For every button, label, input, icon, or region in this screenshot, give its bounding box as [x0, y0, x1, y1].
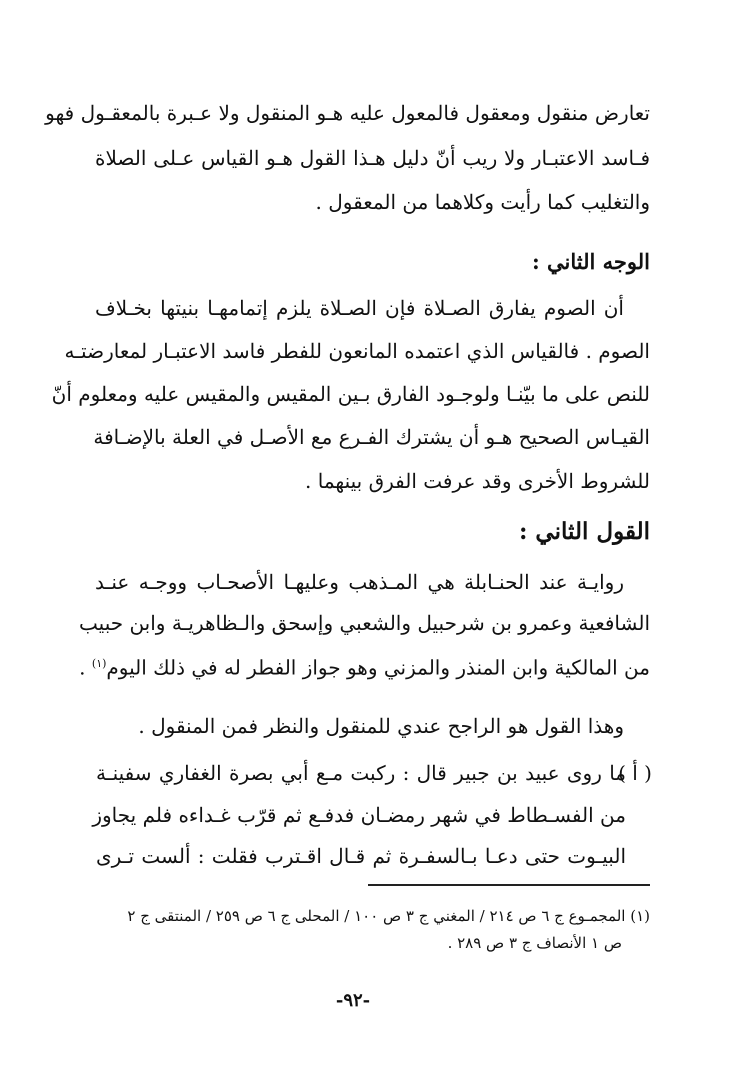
paragraph-3-line-1: روايـة عند الحنـابلة هي المـذهب وعليهـا الأصحـاب ووجـه عنـد [95, 570, 624, 594]
item-a-line-1: ما روى عبيد بن جبير قال : ركبت مـع أبي بصرة الغفاري سفينـة [96, 761, 626, 785]
footnote-line-2: ص ١ الأنصاف ج ٣ ص ٢٨٩ . [447, 934, 622, 952]
footnote-line-1: (١) المجمـوع ج ٦ ص ٢١٤ / المغني ج ٣ ص ١٠٠ / المحلى ج ٦ ص ٢٥٩ / المنتقى ج ٢ [127, 907, 650, 925]
paragraph-3-line-3 [79, 649, 650, 681]
paragraph-2-line-5: للشروط الأخرى وقد عرفت الفرق بينهما . [305, 469, 650, 493]
paragraph-1-line-1: تعارض منقول ومعقول فالمعول عليه هـو المنقول ولا عـبرة بالمعقـول فهو [45, 101, 650, 125]
heading-second-opinion: القول الثاني : [518, 518, 650, 545]
paragraph-2-line-4: القيـاس الصحيح هـو أن يشترك الفـرع مع الأصـل في العلة بالإضـافة [93, 425, 650, 449]
paragraph-3-line-3-text: من المالكية وابن المنذر والمزني وهو جواز الفطر له في ذلك اليوم [106, 655, 650, 680]
heading-second-aspect: الوجه الثاني : [531, 249, 650, 274]
footnote-separator [368, 884, 650, 886]
item-a-marker: ( أ ) [618, 761, 652, 785]
paragraph-3-line-2: الشافعية وعمرو بن شرحبيل والشعبي وإسحق والـظاهريـة وابن حبيب [79, 611, 650, 635]
paragraph-1-line-3: والتغليب كما رأيت وكلاهما من المعقول . [315, 190, 650, 214]
paragraph-1-line-2: فـاسد الاعتبـار ولا ريب أنّ دليل هـذا القول هـو القياس عـلى الصلاة [95, 146, 650, 170]
page-number: -٩٢- [335, 990, 371, 1011]
paragraph-2-line-1: أن الصوم يفارق الصـلاة فإن الصـلاة يلزم إتمامهـا بنيتها بخـلاف [95, 296, 624, 320]
item-a-line-3: البيـوت حتى دعـا بـالسفـرة ثم قـال اقـترب فقلت : ألست تـرى [96, 844, 626, 868]
paragraph-4: وهذا القول هو الراجح عندي للمنقول والنظر فمن المنقول . [138, 714, 624, 738]
paragraph-3-end-mark: . [79, 655, 92, 680]
paragraph-2-line-2: الصوم . فالقياس الذي اعتمده المانعون للفطر فاسد الاعتبـار لمعارضتـه [64, 339, 650, 363]
item-a-line-2: من الفسـطاط في شهر رمضـان فدفـع ثم قرّب غـداءه فلم يجاوز [92, 803, 626, 827]
paragraph-2-line-3: للنص على ما بيّنـا ولوجـود الفارق بـين المقيس والمقيس عليه ومعلوم أنّ [51, 382, 650, 406]
footnote-reference-1[interactable]: (١) [91, 657, 107, 670]
